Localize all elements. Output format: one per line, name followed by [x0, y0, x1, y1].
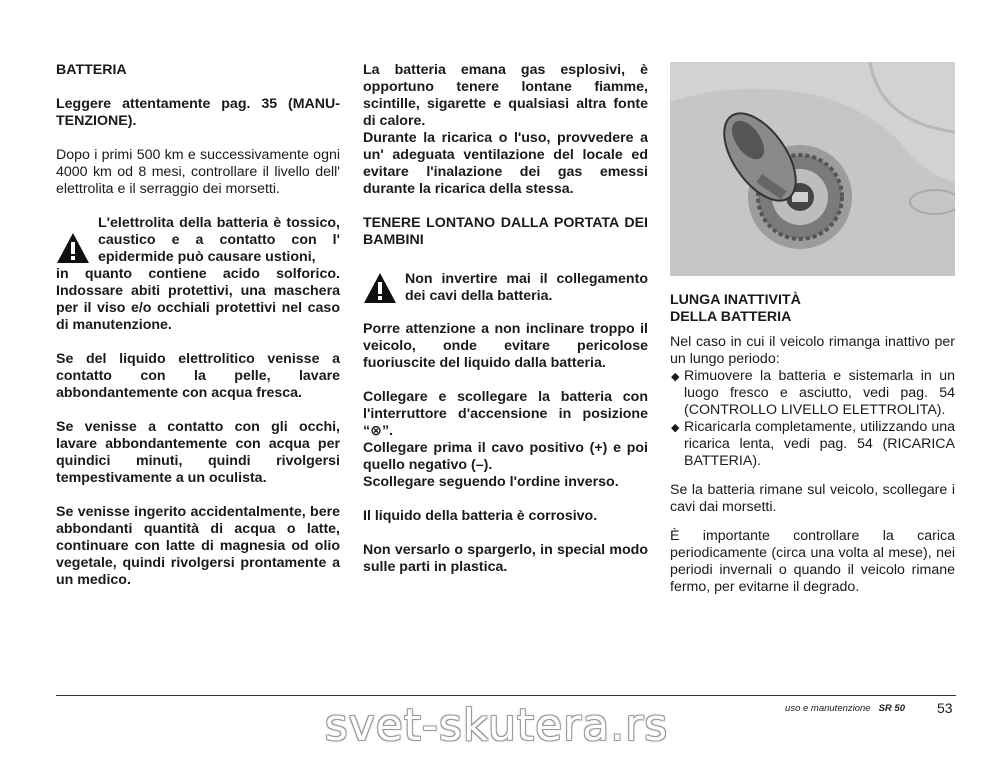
- warning-electrolyte-head: L'elettrolita della batteria è tossico, caustico e a contatto con l' epidermide può causare ustioni,: [98, 215, 340, 265]
- disconnect-order-text: Scollegare seguendo l'ordine inverso.: [363, 474, 619, 490]
- diamond-bullet-icon: ◆: [671, 371, 680, 383]
- footer-divider: [56, 695, 956, 696]
- read-manual-note: Leggere attentamente pag. 35 (MANU-TENZIONE).: [56, 96, 340, 129]
- keep-away-children-title: TENERE LONTANO DALLA PORTATA DEI BAMBINI: [363, 215, 648, 248]
- explosive-gas-text: La batteria emana gas esplosivi, è opportuno tenere lontane fiamme, scintille, sigarette e qualsiasi altra fonte di calore.: [363, 62, 648, 129]
- long-inactivity-subtitle: DELLA BATTERIA: [670, 309, 792, 325]
- inactivity-intro-text: Nel caso in cui il veicolo rimanga inattivo per un lungo periodo:: [670, 334, 955, 367]
- column-right: [670, 62, 955, 596]
- eye-contact-text: Se venisse a contatto con gli occhi, lavare abbondantemente con acqua per quindici minuti, quindi rivolgersi tempestivamente a un oculista.: [56, 419, 340, 486]
- list-item: ◆ Rimuovere la batteria e sistemarla in un luogo fresco e asciutto, vedi pag. 54 (CONTROLLO LIVELLO ELETTROLITA).: [671, 368, 955, 418]
- column-middle: [363, 62, 648, 576]
- warning-electrolyte: [56, 215, 340, 334]
- long-inactivity-title: LUNGA INATTIVITÀ: [670, 292, 801, 308]
- connect-order-text: Collegare prima il cavo positivo (+) e poi quello negativo (–).: [363, 440, 648, 473]
- warning-triangle-icon: [56, 231, 90, 265]
- list-item: ◆ Ricaricarla completamente, utilizzando una ricarica lenta, vedi pag. 54 (RICARICA BATTERIA).: [671, 419, 955, 469]
- corrosive-text: Il liquido della batteria è corrosivo.: [363, 508, 598, 524]
- page-number: 53: [937, 700, 953, 716]
- section-title-batteria: BATTERIA: [56, 62, 127, 78]
- inactivity-steps-list: [670, 368, 955, 470]
- warning-cables-text: Non invertire mai il collegamento dei cavi della batteria.: [405, 271, 648, 304]
- maintenance-interval-text: Dopo i primi 500 km e successivamente ogni 4000 km od 8 mesi, controllare il livello dell' elettrolita e il serraggio dei morsetti.: [56, 147, 340, 197]
- column-left: [56, 62, 340, 589]
- warning-electrolyte-rest: in quanto contiene acido solforico. Indossare abiti protettivi, una maschera per il viso e/o occhiali protettivi nel caso di manutenzione.: [56, 266, 340, 333]
- connect-procedure-text: Collegare e scollegare la batteria con l'interruttore d'accensione in posizione “⊗”.: [363, 389, 648, 439]
- disconnect-cables-text: Se la batteria rimane sul veicolo, scollegare i cavi dai morsetti.: [670, 482, 955, 515]
- warning-cables: [363, 271, 648, 305]
- watermark: svet-skutera.rs: [324, 700, 669, 751]
- periodic-charge-text: È importante controllare la carica periodicamente (circa una volta al mese), nei periodi invernali o quando il veicolo rimane fermo, per evitarne il degrado.: [670, 528, 955, 595]
- tilt-warning-text: Porre attenzione a non inclinare troppo il veicolo, onde evitare pericolose fuoriuscite del liquido dalla batteria.: [363, 321, 648, 371]
- ventilation-text: Durante la ricarica o l'uso, provvedere a un' adeguata ventilazione del locale ed evitare l'inalazione dei gas emessi durante la ricarica della stessa.: [363, 130, 648, 197]
- no-spill-text: Non versarlo o spargerlo, in special modo sulle parti in plastica.: [363, 542, 648, 575]
- footer-model: SR 50: [878, 703, 905, 714]
- ingestion-text: Se venisse ingerito accidentalmente, bere abbondanti quantità di acqua o latte, continuare con latte di magnesia od olio vegetale, quindi rivolgersi prontamente a un medico.: [56, 504, 340, 588]
- ignition-off-symbol: “⊗”.: [363, 423, 394, 439]
- skin-contact-text: Se del liquido elettrolitico venisse a contatto con la pelle, lavare abbondantemente con acqua fresca.: [56, 351, 340, 401]
- diamond-bullet-icon: ◆: [671, 422, 680, 434]
- ignition-key-photo: [670, 62, 955, 276]
- warning-triangle-icon: [363, 271, 397, 305]
- footer-label: uso e manutenzione SR 50: [785, 703, 905, 714]
